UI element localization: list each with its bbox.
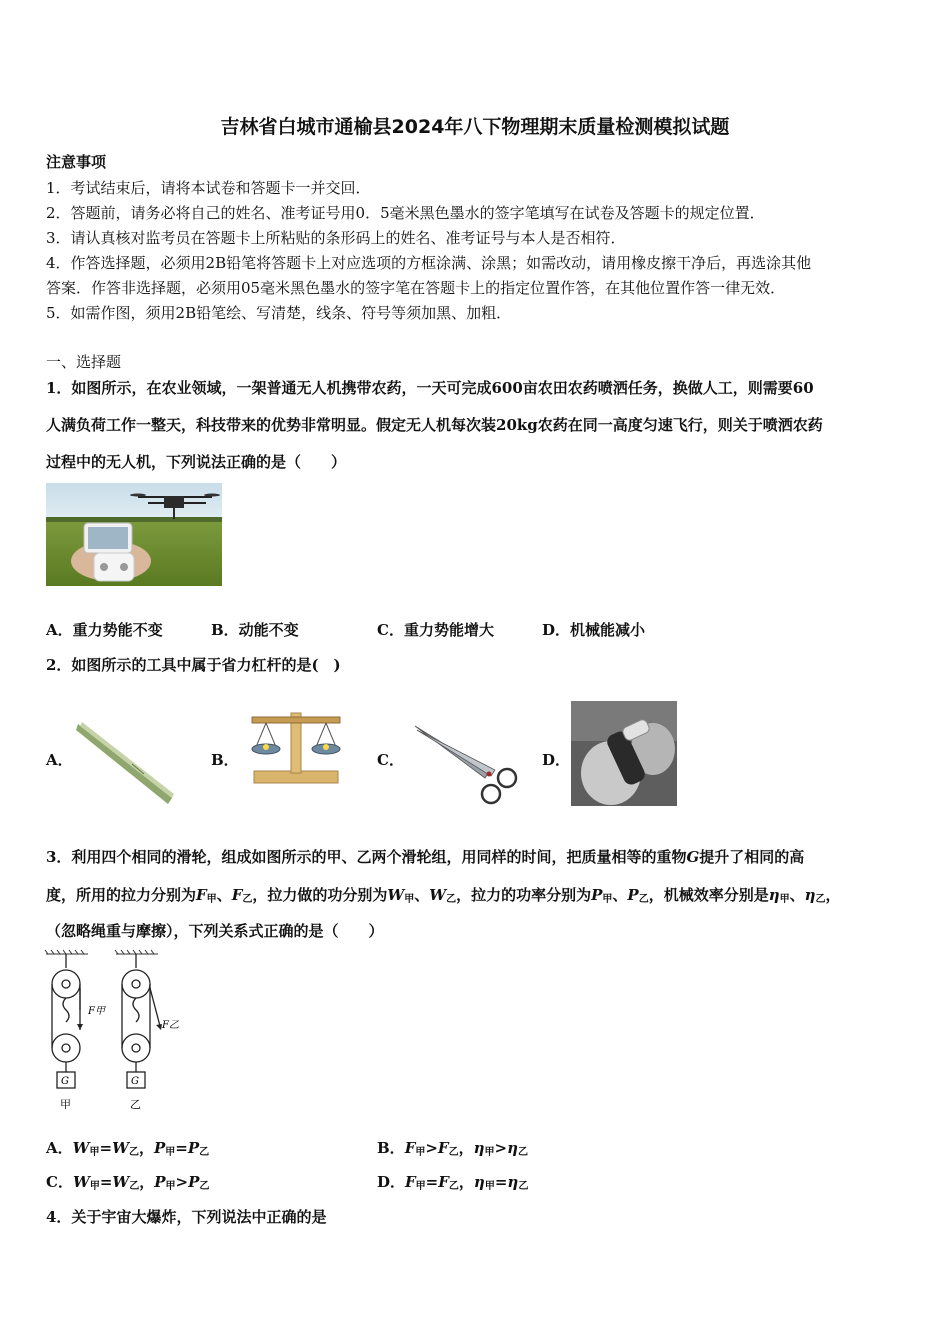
q1-option-a[interactable]: A．重力势能不变 — [46, 621, 163, 639]
q1-option-c[interactable]: C．重力势能增大 — [377, 621, 494, 639]
q2-option-a[interactable]: A． — [46, 751, 73, 769]
weight-label-right: G — [131, 1076, 139, 1087]
label-yi: 乙 — [130, 1098, 141, 1111]
q1-stem-line: 1．如图所示，在农业领域，一架普通无人机携带农药，一天可完成600亩农田农药喷洒任务，换做人工，则需要60 — [46, 379, 814, 397]
q1-option-b[interactable]: B．动能不变 — [211, 621, 299, 639]
q3-option-b[interactable]: B．$F_甲>F_乙$，$\eta_甲>\eta_乙$ — [377, 1139, 528, 1158]
drone-photo — [46, 483, 222, 586]
q2-option-b[interactable]: B． — [211, 751, 239, 769]
balance-scale-image — [244, 703, 348, 785]
note-item: 3．请认真核对监考员在答题卡上所粘贴的条形码上的姓名、准考证号与本人是否相符． — [46, 229, 626, 247]
force-label-left: F甲 — [88, 1006, 105, 1017]
label-jia: 甲 — [60, 1098, 71, 1111]
q3-stem-line3: （忽略绳重与摩擦），下列关系式正确的是（ ） — [46, 922, 384, 940]
q3-stem-line1: 3．利用四个相同的滑轮，组成如图所示的甲、乙两个滑轮组，用同样的时间，把质量相等的重物G提升了相同的高 — [46, 848, 805, 866]
tweezers-image — [72, 718, 178, 806]
weight-label-left: G — [61, 1076, 69, 1087]
note-item: 4．作答选择题，必须用2B铅笔将答题卡上对应选项的方框涂满、涂黑；如需改动，请用橡皮擦干净后，再选涂其他 — [46, 254, 812, 272]
q4-stem: 4．关于宇宙大爆炸，下列说法中正确的是 — [46, 1208, 327, 1226]
force-label-right: F乙 — [162, 1020, 179, 1031]
note-item: 5．如需作图，须用2B铅笔绘、写清楚，线条、符号等须加黑、加粗． — [46, 304, 512, 322]
q3-option-a[interactable]: A．$W_甲=W_乙$，$P_甲=P_乙$ — [46, 1139, 210, 1158]
q1-stem-line: 人满负荷工作一整天，科技带来的优势非常明显。假定无人机每次装20kg农药在同一高度匀速飞行，则关于喷洒农药 — [46, 416, 823, 434]
q2-option-c[interactable]: C． — [377, 751, 404, 769]
q1-option-d[interactable]: D．机械能减小 — [542, 621, 646, 639]
q2-stem: 2．如图所示的工具中属于省力杠杆的是( ) — [46, 656, 341, 674]
note-item: 2．答题前，请务必将自己的姓名、准考证号用0．5毫米黑色墨水的签字笔填写在试卷及答题卡的规定位置． — [46, 204, 765, 222]
pulley-diagram — [40, 948, 190, 1116]
scissors-image — [411, 720, 527, 806]
note-item: 1．考试结束后，请将本试卷和答题卡一并交回． — [46, 179, 371, 197]
notes-heading: 注意事项 — [46, 153, 107, 171]
q2-option-d[interactable]: D． — [542, 751, 571, 769]
q1-stem-line: 过程中的无人机，下列说法正确的是（ ） — [46, 453, 347, 471]
q3-option-d[interactable]: D．$F_甲=F_乙$，$\eta_甲=\eta_乙$ — [377, 1173, 529, 1192]
q3-option-c[interactable]: C．$W_甲=W_乙$，$P_甲>P_乙$ — [46, 1173, 210, 1192]
q3-stem-line2: 度，所用的拉力分别为$F_甲$、$F_乙$，拉力做的功分别为$W_甲$、$W_乙$，拉力的功率分别为$P_甲$、$P_乙$，机械效率分别是$\eta_甲$、$\eta_乙$， — [46, 886, 841, 905]
section-heading: 一、选择题 — [46, 353, 122, 371]
page-title: 吉林省白城市通榆县2024年八下物理期末质量检测模拟试题 — [220, 116, 730, 138]
note-item: 答案．作答非选择题，必须用05毫米黑色墨水的签字笔在答题卡上的指定位置作答，在其他位置作答一律无效． — [46, 279, 786, 297]
bottle-opener-photo — [571, 701, 677, 806]
